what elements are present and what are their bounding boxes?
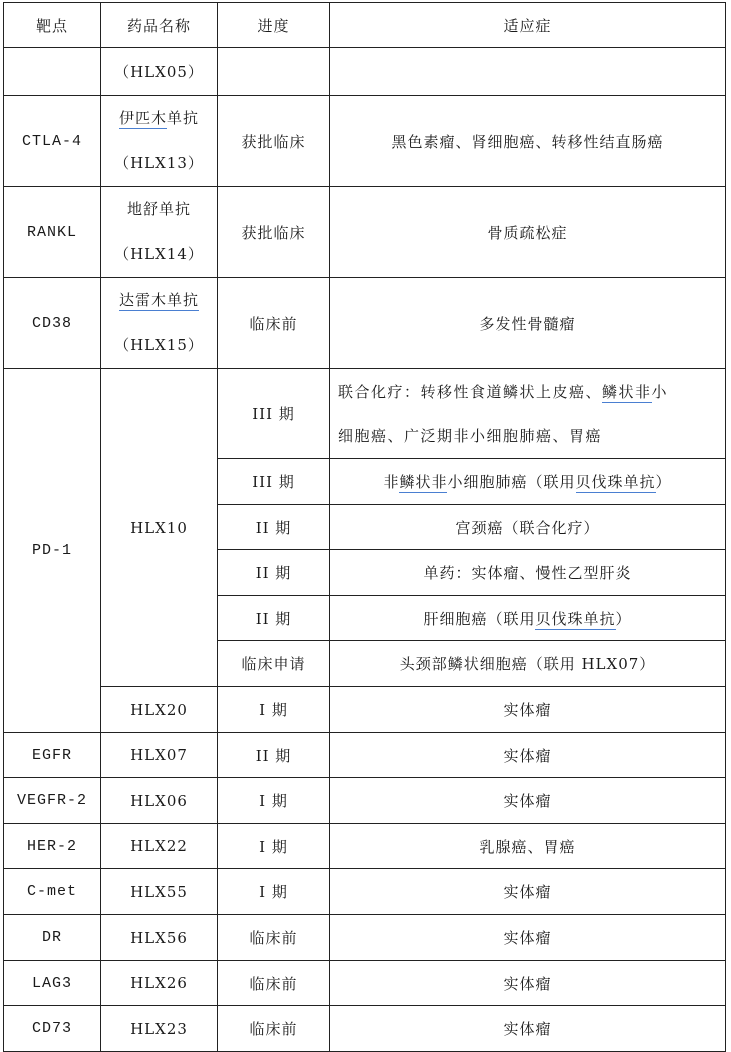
table-row bbox=[4, 824, 726, 869]
drug-cell bbox=[101, 278, 218, 369]
indication-cell: 宫颈癌（联合化疗） bbox=[330, 505, 726, 550]
target-cell: VEGFR-2 bbox=[4, 778, 101, 824]
indication-cell: 多发性骨髓瘤 bbox=[330, 278, 726, 369]
table-row bbox=[4, 1006, 726, 1052]
progress-cell: 临床前 bbox=[218, 915, 330, 961]
drug-code: （HLX14） bbox=[114, 245, 204, 263]
progress-cell: 临床前 bbox=[218, 278, 330, 369]
indication-cell: 实体瘤 bbox=[330, 869, 726, 915]
drug-cell: HLX10 bbox=[101, 369, 218, 687]
indication-cell: 实体瘤 bbox=[330, 915, 726, 961]
header-drug: 药品名称 bbox=[101, 3, 218, 48]
drug-name-underlined: 伊匹木 bbox=[118, 109, 167, 127]
drug-cell: HLX55 bbox=[101, 869, 218, 915]
table-row bbox=[4, 961, 726, 1006]
drug-code: （HLX13） bbox=[114, 154, 204, 172]
drug-cell: HLX22 bbox=[101, 824, 218, 869]
progress-cell: II 期 bbox=[218, 550, 330, 596]
progress-cell: III 期 bbox=[218, 369, 330, 459]
indication-cell: 骨质疏松症 bbox=[330, 187, 726, 278]
drug-cell: HLX23 bbox=[101, 1006, 218, 1052]
target-cell: CD73 bbox=[4, 1006, 101, 1052]
drug-cell: HLX56 bbox=[101, 915, 218, 961]
indication-cell: 肝细胞癌（联用贝伐珠单抗） bbox=[330, 596, 726, 641]
indication-cell: 单药：实体瘤、慢性乙型肝炎 bbox=[330, 550, 726, 596]
header-row bbox=[4, 3, 726, 48]
indication-cell: 头颈部鳞状细胞癌（联用 HLX07） bbox=[330, 641, 726, 687]
target-cell: C-met bbox=[4, 869, 101, 915]
target-cell: CTLA-4 bbox=[4, 96, 101, 187]
header-indication: 适应症 bbox=[330, 3, 726, 48]
drug-cell: HLX20 bbox=[101, 687, 218, 733]
header-target: 靶点 bbox=[4, 3, 101, 48]
drug-cell bbox=[101, 187, 218, 278]
table-row bbox=[4, 369, 726, 459]
drug-name-underlined: 达雷木单抗 bbox=[118, 291, 199, 309]
table-row bbox=[4, 869, 726, 915]
table-row bbox=[4, 778, 726, 824]
drug-cell: HLX26 bbox=[101, 961, 218, 1006]
target-cell: EGFR bbox=[4, 733, 101, 778]
progress-cell: I 期 bbox=[218, 687, 330, 733]
target-cell: DR bbox=[4, 915, 101, 961]
indication-cell: 实体瘤 bbox=[330, 733, 726, 778]
drug-cell bbox=[101, 96, 218, 187]
indication-cell: 实体瘤 bbox=[330, 778, 726, 824]
progress-cell: 临床前 bbox=[218, 961, 330, 1006]
header-progress: 进度 bbox=[218, 3, 330, 48]
table-row bbox=[4, 96, 726, 187]
indication-cell: 联合化疗：转移性食道鳞状上皮癌、鳞状非小 细胞癌、广泛期非小细胞肺癌、胃癌 bbox=[330, 369, 726, 459]
progress-cell: I 期 bbox=[218, 824, 330, 869]
progress-cell: 临床前 bbox=[218, 1006, 330, 1052]
drug-code: （HLX15） bbox=[114, 336, 204, 354]
progress-cell: 获批临床 bbox=[218, 96, 330, 187]
progress-cell: II 期 bbox=[218, 733, 330, 778]
progress-cell: III 期 bbox=[218, 459, 330, 505]
indication-cell: 实体瘤 bbox=[330, 961, 726, 1006]
progress-cell: II 期 bbox=[218, 505, 330, 550]
table-row bbox=[4, 187, 726, 278]
table-row bbox=[4, 733, 726, 778]
target-cell: HER-2 bbox=[4, 824, 101, 869]
drug-cell: HLX06 bbox=[101, 778, 218, 824]
table-row bbox=[4, 915, 726, 961]
drug-cell: HLX07 bbox=[101, 733, 218, 778]
progress-cell: 获批临床 bbox=[218, 187, 330, 278]
indication-cell: 实体瘤 bbox=[330, 1006, 726, 1052]
target-cell: LAG3 bbox=[4, 961, 101, 1006]
progress-cell: I 期 bbox=[218, 778, 330, 824]
indication-cell: 乳腺癌、胃癌 bbox=[330, 824, 726, 869]
indication-cell: 非鳞状非小细胞肺癌（联用贝伐珠单抗） bbox=[330, 459, 726, 505]
drug-name: 地舒单抗 bbox=[126, 200, 191, 218]
table-row bbox=[4, 48, 726, 96]
drug-name-rest: 单抗 bbox=[167, 109, 200, 127]
pipeline-table bbox=[3, 2, 726, 1052]
target-cell: RANKL bbox=[4, 187, 101, 278]
table-row bbox=[4, 687, 726, 733]
indication-cell: 黑色素瘤、肾细胞癌、转移性结直肠癌 bbox=[330, 96, 726, 187]
target-cell: CD38 bbox=[4, 278, 101, 369]
table-row bbox=[4, 278, 726, 369]
progress-cell: II 期 bbox=[218, 596, 330, 641]
progress-cell: I 期 bbox=[218, 869, 330, 915]
progress-cell: 临床申请 bbox=[218, 641, 330, 687]
target-cell: PD-1 bbox=[4, 369, 101, 733]
drug-code: （HLX05） bbox=[101, 48, 218, 96]
indication-cell: 实体瘤 bbox=[330, 687, 726, 733]
